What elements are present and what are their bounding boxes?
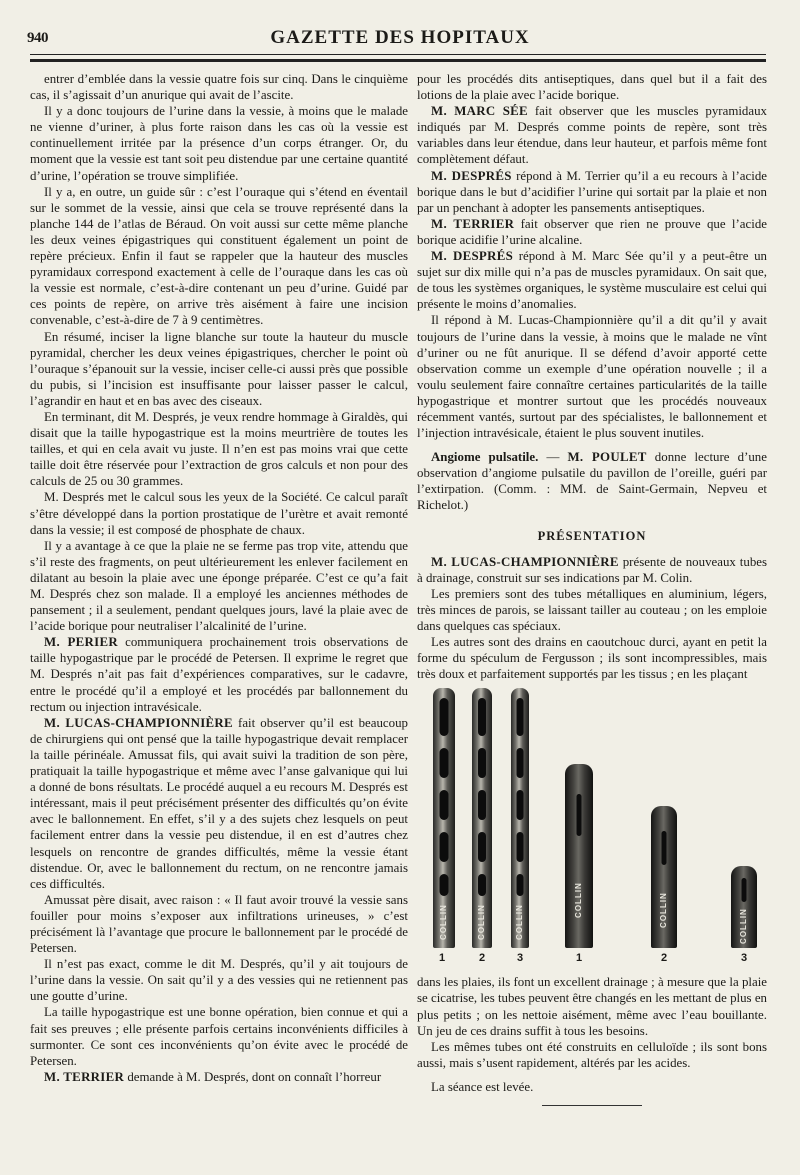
paragraph xyxy=(417,103,767,167)
paragraph-text: fait observer que les muscles pyramidaux indiqués par M. Després comme points de repère, sont très variables dans leur étendue, dans leur hauteur, et parfois même font complètement défaut. xyxy=(417,104,767,167)
tube-hole xyxy=(517,832,524,862)
presentation-paragraph-2: Les premiers sont des tubes métalliques en aluminium, légers, très minces de parois, se laissant tailler au couteau ; on les emploie dans quelques cas spéciaux. xyxy=(417,586,767,633)
paragraph-text: La taille hypogastrique est une bonne opération, bien connue et qui a fait ses preuves ; elle présente parfois certains inconvénients difficiles à surmonter. Ce sont ces inconvénients qu’on évite avec le procédé de Petersen. xyxy=(30,1005,408,1068)
paragraph xyxy=(30,103,408,183)
tube-hole xyxy=(517,698,524,736)
rubber-drain-2 xyxy=(651,806,677,948)
paragraph xyxy=(417,1039,767,1071)
paragraph-text: demande à M. Després, dont on connaît l’horreur xyxy=(124,1069,382,1084)
paragraph xyxy=(417,312,767,441)
paragraph xyxy=(417,248,767,312)
paragraph xyxy=(417,71,767,103)
paragraph xyxy=(30,538,408,635)
paragraph xyxy=(30,892,408,956)
journal-title: GAZETTE DES HOPITAUX xyxy=(270,27,530,48)
figure-label: 1 xyxy=(439,952,446,965)
paragraph-text: dans les plaies, ils font un excellent drainage ; à mesure que la plaie se cicatrise, les tubes peuvent être changés en les mettant de plus en plus petits ; on les nettoie aisément, même avec l’eau bouillante. Un jeu de ces drains suffit à tous les besoins. xyxy=(417,975,767,1038)
paragraph-text: Amussat père disait, avec raison : « Il faut avoir trouvé la vessie sans fouiller pour moins s’exposer aux infiltrations urineuses, » c’est précisément là l’avantage que procure le ballonnement par le procédé de Petersen. xyxy=(30,892,408,956)
speaker-name: M. PERIER xyxy=(44,635,118,650)
paragraph-text: pour les procédés dits antiseptiques, dans quel but il a fait des lotions de la plaie avec l’acide borique. xyxy=(417,72,767,103)
rubber-drain-1 xyxy=(565,764,593,948)
paragraph xyxy=(417,974,767,1038)
drain-hole xyxy=(577,794,582,836)
tube-brand: COLLIN xyxy=(514,904,524,941)
speaker-name: M. TERRIER xyxy=(431,216,515,231)
speaker-name: M. LUCAS-CHAMPIONNIÈRE xyxy=(44,715,233,730)
paragraph xyxy=(417,216,767,248)
right-column xyxy=(417,71,767,1106)
paragraph-text: Les mêmes tubes ont été construits en celluloïde ; ils sont bons aussi, mais s’usent rapidement, altérés par les acides. xyxy=(417,1039,767,1070)
speaker-name: M. POULET xyxy=(567,450,647,465)
paragraph-text: répond à M. Terrier qu’il a eu recours à l’acide borique dans le but d’acidifier l’urine qui sortait par la plaie et non par un penchant à adopter les pansements antiseptiques. xyxy=(417,168,768,215)
figure-label: 2 xyxy=(479,952,486,965)
left-column xyxy=(30,71,408,1085)
paragraph-text: M. Després met le calcul sous les yeux de la Société. Ce calcul paraît s’être développé dans la portion prostatique de l’urètre et avait remonté dans la vessie; il est composé de phosphate de chaux. xyxy=(30,490,408,537)
metal-tube-2 xyxy=(472,688,492,948)
paragraph-text: En résumé, inciser la ligne blanche sur toute la hauteur du muscle pyramidal, chercher les deux veines épigastriques, chercher le point où l’ouraque s’épanouit sur la vessie, inciser celle-ci aussi près que possible du pubis, si l’incision est insuffisante pour laisser passer le calcul, l’agrandir en haut et en bas avec des ciseaux. xyxy=(30,329,408,408)
tube-hole xyxy=(440,748,449,778)
tube-hole xyxy=(517,748,524,778)
drain-hole xyxy=(742,878,747,902)
tube-brand: COLLIN xyxy=(573,882,583,919)
paragraph xyxy=(30,409,408,489)
paragraph-text: Il répond à M. Lucas-Championnière qu’il a dit qu’il y avait toujours de l’urine dans la vessie, à moins que le malade ne vînt d’uriner ou ne fût anurique. Il se défend d’avoir apporté cette observation comme un exemple d’une opération nouvelle ; il a voulu seulement faire connaître certaines particularités de la taille hypogastrique et montrer surtout que les procédés nouveaux récemment vantés, surtout par des spécialistes, le ballonnement et l’injection intravésicale, étaient le plus souvent inutiles. xyxy=(417,313,767,441)
tube-hole xyxy=(478,832,486,862)
angiome-text: donne lecture d’une observation d’angiome pulsatile du pavillon de l’oreille, guéri par l’extirpation. (Comm. : MM. de Saint-Germain, Nepveu et Richelot.) xyxy=(417,450,767,513)
speaker-name: M. DESPRÉS xyxy=(431,249,514,264)
tube-hole xyxy=(440,832,449,862)
presentation-paragraph-3: Les autres sont des drains en caoutchouc durci, ayant en petit la forme du spéculum de Fergusson ; ils sont incompressibles, mais très doux et parfaitement supportés par les tissus ; en les plaçant xyxy=(417,635,767,682)
closing-line: La séance est levée. xyxy=(431,1079,534,1094)
paragraph xyxy=(30,715,408,892)
presentation-text-1: présente de nouveaux tubes à drainage, construit sur ses indications par M. Colin. xyxy=(417,554,767,585)
paragraph-text: fait observer que rien ne prouve que l’acide borique acidifie l’urine alcaline. xyxy=(417,216,767,247)
paragraph-text: entrer d’emblée dans la vessie quatre fois sur cinq. Dans le cinquième cas, il s’agissait d’un anurique qui avait de l’ascite. xyxy=(30,72,408,103)
tube-hole xyxy=(478,698,486,736)
tube-brand: COLLIN xyxy=(438,904,448,941)
drainage-tubes-figure xyxy=(419,686,764,966)
paragraph xyxy=(30,184,408,329)
angiome-dash: — xyxy=(538,450,568,465)
tube-hole xyxy=(478,790,486,820)
tube-hole xyxy=(517,790,524,820)
paragraph-text: En terminant, dit M. Després, je veux rendre hommage à Giraldès, qui disait que la taille hypogastrique est la moins meurtrière de toutes les tailles, et qui en cela avait vu juste. Il n’en est pas moins vrai que cette taille doit être réservée pour l’extraction de gros calculs et non pour des calculs de 25 ou 30 grammes. xyxy=(30,409,408,489)
presentation-paragraph-1 xyxy=(417,554,767,586)
tube-brand: COLLIN xyxy=(738,908,748,945)
figure-label: 3 xyxy=(517,952,524,965)
paragraph xyxy=(30,329,408,409)
tube-hole xyxy=(440,698,449,736)
figure-label: 3 xyxy=(741,952,748,965)
paragraph xyxy=(30,1004,408,1068)
tube-hole xyxy=(440,874,449,896)
end-rule xyxy=(542,1105,642,1106)
metal-tube-1 xyxy=(433,688,455,948)
paragraph-text: Il y a avantage à ce que la plaie ne se ferme pas trop vite, attendu que s’il reste des fragments, on peut ultérieurement les enlever facilement en dilatant au besoin la plaie avec une éponge préparée. C’est ce qu’a fait M. Després chez son malade. Il a employé les anciennes méthodes de pansement ; il a seulement, pendant quelques jours, lavé la plaie avec de l’acide borique pour neutraliser l’alcalinité de l’urine. xyxy=(30,538,408,634)
paragraph xyxy=(30,71,408,103)
paragraph-text: Il y a, en outre, un guide sûr : c’est l’ouraque qui s’étend en éventail sur le sommet de la vessie, ainsi que cela se trouve représenté dans la planche 144 de l’atlas de Béraud. On voit aussi sur cette même planche les deux veines épigastriques qui constituent également un point de repère précieux. Enfin il faut se rappeler que la hauteur des muscles pyramidaux correspond exactement à celle de l’ouraque dans les cas où la vessie est normale, c’est-à-dire contenant un peu d’urine. Guidé par ces points de repère, on arrive très aisément à faire une incision convenable, c’est-à-dire de 7 à 9 centimètres. xyxy=(30,184,408,328)
speaker-name: M. LUCAS-CHAMPIONNIÈRE xyxy=(431,554,619,569)
tube-brand: COLLIN xyxy=(476,904,486,941)
paragraph-text: Il y a donc toujours de l’urine dans la vessie, à moins que le malade ne vienne d’uriner, à plus forte raison dans les cas où la vessie est continuellement irritée par la présence d’un corps étranger. Or, du moment que la vessie est tant soit peu distendue par une certaine quantité d’urine, l’opération se trouve simplifiée. xyxy=(30,104,409,183)
header-rule xyxy=(30,54,766,55)
metal-tube-3 xyxy=(511,688,529,948)
tube-hole xyxy=(478,748,486,778)
paragraph-text: Il n’est pas exact, comme le dit M. Després, qu’il y ait toujours de l’urine dans la vessie. On sait qu’il y a des vessies qui ne retiennent pas une goutte d’urine. xyxy=(30,957,408,1004)
angiome-paragraph xyxy=(417,449,767,513)
speaker-name: M. MARC SÉE xyxy=(431,104,528,119)
paragraph-text: répond à M. Marc Sée qu’il y a peut-être un sujet sur dix mille qui n’a pas de muscles pyramidaux. On sait que, de tous les systèmes organiques, le système musculaire est celui qui présente le moins d’anomalies. xyxy=(417,249,767,312)
tube-hole xyxy=(478,874,486,896)
tube-hole xyxy=(517,874,524,896)
page-number: 940 xyxy=(27,30,48,46)
tube-hole xyxy=(440,790,449,820)
paragraph xyxy=(30,1069,408,1085)
speaker-name: M. TERRIER xyxy=(44,1069,125,1084)
paragraph xyxy=(30,489,408,537)
paragraph xyxy=(417,168,767,216)
paragraph-text: communiquera prochainement trois observations de taille hypogastrique par le procédé de Petersen. Il exprime le regret que M. Després n’ait pas fait d’expériences comparatives, sur le cadavre, entre le procédé qu’il a employé et les procédés par ballonnement du rectum ou injection intravésicale. xyxy=(30,635,408,714)
tube-brand: COLLIN xyxy=(658,892,668,929)
drain-hole xyxy=(662,831,667,865)
presentation-heading: PRÉSENTATION xyxy=(537,528,647,543)
speaker-name: M. DESPRÉS xyxy=(431,168,512,183)
figure-label: 1 xyxy=(576,952,583,965)
header-rule-thick xyxy=(30,59,766,62)
figure-label: 2 xyxy=(661,952,668,965)
angiome-title: Angiome pulsatile. xyxy=(431,450,539,465)
paragraph-text: fait observer qu’il est beaucoup de chirurgiens qui ont pensé que la taille hypogastrique devait remplacer la taille périnéale. Amussat fils, qui avait suivi la tradition de son père, pratiquait la taille hypogastrique et même avec l’anse galvanique qui lui a donné de bons résultats. Le procédé auquel a eu recours M. Després est intéressant, mais il peut précisément présenter des difficultés qu’on évite avec le ballonnement. En effet, s’il y a des sujets chez lesquels on peut facilement entrer dans la vessie peu distendue, il en est d’autres chez lesquels on rencontre de grandes difficultés, même la vessie étant distendue. Or, avec le ballonnement du rectum, on ne rencontre jamais ces difficultés. xyxy=(30,715,408,891)
rubber-drain-3 xyxy=(731,866,757,948)
paragraph xyxy=(30,956,408,1004)
paragraph xyxy=(30,634,408,714)
